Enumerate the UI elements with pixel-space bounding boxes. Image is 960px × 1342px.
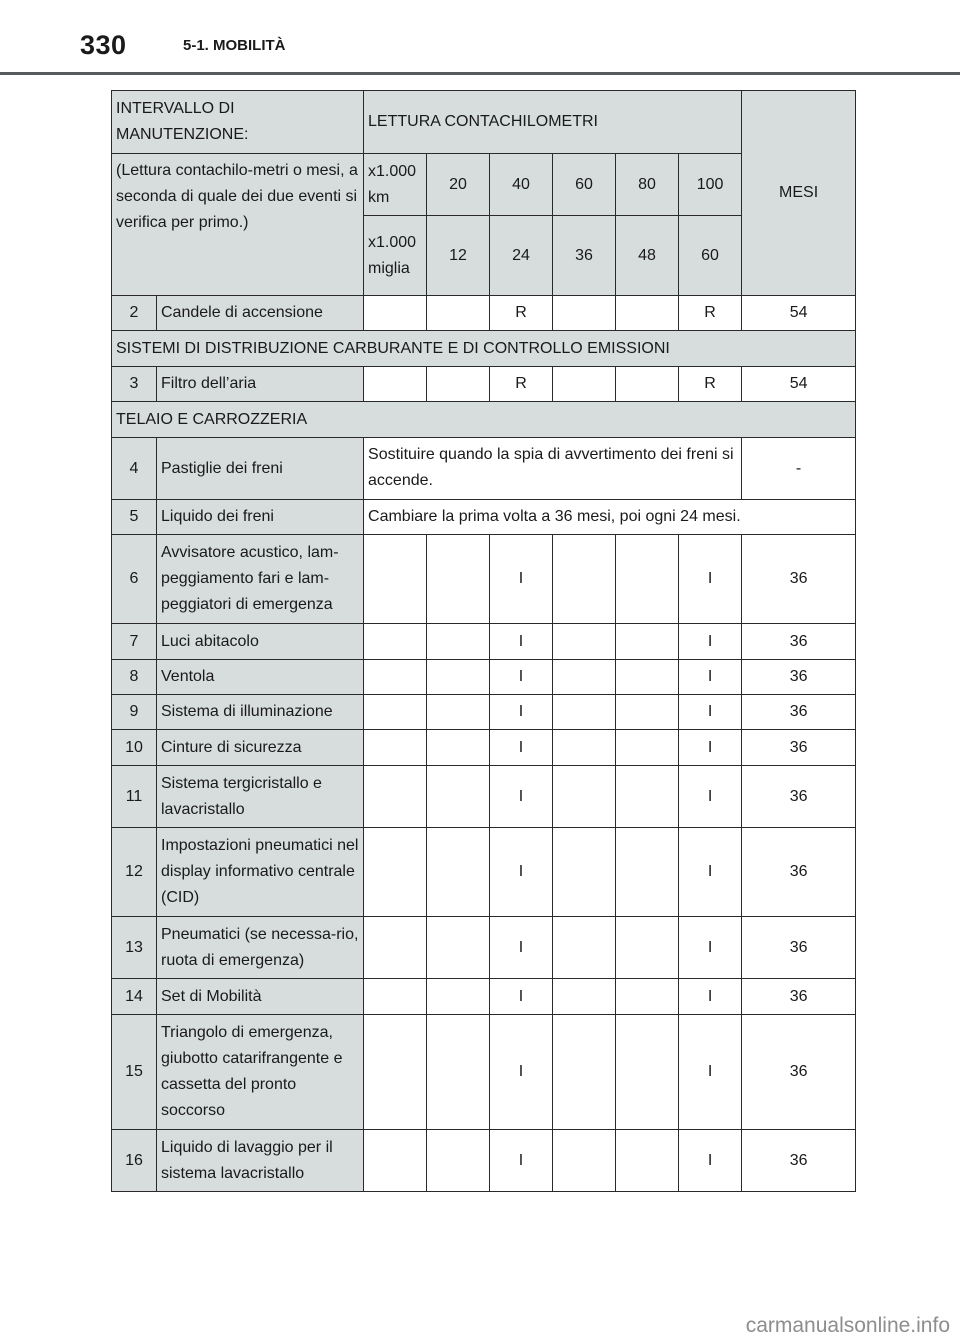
table-row <box>112 1130 856 1192</box>
row-item: Sistema di illuminazione <box>157 695 364 730</box>
cell-60: I <box>490 917 553 979</box>
cell-120: I <box>679 1130 742 1192</box>
section-row <box>112 331 856 367</box>
header-rule <box>0 72 960 75</box>
table-row <box>112 660 856 695</box>
row-note: Sostituire quando la spia di avvertimento dei freni si accende. <box>364 438 742 500</box>
cell-months: 36 <box>742 660 856 695</box>
mi-48: 48 <box>616 216 679 296</box>
cell-60: I <box>490 730 553 766</box>
row-item: Liquido dei freni <box>157 500 364 535</box>
odometer-header: LETTURA CONTACHILOMETRI <box>364 91 742 154</box>
page-header <box>0 0 960 76</box>
section-title: 5-1. MOBILITÀ <box>183 37 286 54</box>
row-number: 12 <box>112 828 157 917</box>
cell-120: R <box>679 296 742 331</box>
table-row <box>112 917 856 979</box>
cell-60: I <box>490 660 553 695</box>
cell-120: I <box>679 730 742 766</box>
km-20: 20 <box>427 154 490 216</box>
cell-months: 36 <box>742 979 856 1015</box>
table-row <box>112 1015 856 1130</box>
watermark: carmanualsonline.info <box>745 1314 950 1337</box>
row-number: 4 <box>112 438 157 500</box>
months-header: MESI <box>742 91 856 296</box>
cell-months: 36 <box>742 917 856 979</box>
row-number: 15 <box>112 1015 157 1130</box>
row-number: 6 <box>112 535 157 624</box>
miles-label: x1.000 miglia <box>364 216 427 296</box>
cell-60: I <box>490 979 553 1015</box>
mi-36: 36 <box>553 216 616 296</box>
table-row <box>112 438 856 500</box>
table-row <box>112 500 856 535</box>
mi-24: 24 <box>490 216 553 296</box>
row-item: Luci abitacolo <box>157 624 364 660</box>
cell-60: I <box>490 828 553 917</box>
table-row <box>112 695 856 730</box>
cell-60: I <box>490 766 553 828</box>
table-row <box>112 367 856 402</box>
cell-months: 36 <box>742 695 856 730</box>
cell-months: 36 <box>742 766 856 828</box>
cell-months: 36 <box>742 730 856 766</box>
cell-60: I <box>490 1130 553 1192</box>
cell-120: I <box>679 766 742 828</box>
row-number: 7 <box>112 624 157 660</box>
section-fuel: SISTEMI DI DISTRIBUZIONE CARBURANTE E DI CONTROLLO EMISSIONI <box>112 331 856 367</box>
row-number: 16 <box>112 1130 157 1192</box>
row-number: 11 <box>112 766 157 828</box>
row-item: Pneumatici (se necessa-rio, ruota di emergenza) <box>157 917 364 979</box>
row-item: Set di Mobilità <box>157 979 364 1015</box>
cell-120: I <box>679 660 742 695</box>
km-40: 40 <box>490 154 553 216</box>
row-note: Cambiare la prima volta a 36 mesi, poi ogni 24 mesi. <box>364 500 856 535</box>
row-number: 2 <box>112 296 157 331</box>
row-number: 8 <box>112 660 157 695</box>
section-row <box>112 402 856 438</box>
cell-months: - <box>742 438 856 500</box>
row-item: Liquido di lavaggio per il sistema lavacristallo <box>157 1130 364 1192</box>
mi-60: 60 <box>679 216 742 296</box>
interval-header: INTERVALLO DI MANUTENZIONE: <box>112 91 364 154</box>
cell-120: I <box>679 979 742 1015</box>
table-row <box>112 296 856 331</box>
row-number: 3 <box>112 367 157 402</box>
cell-60: R <box>490 367 553 402</box>
mi-12: 12 <box>427 216 490 296</box>
cell-120: I <box>679 1015 742 1130</box>
cell-60: R <box>490 296 553 331</box>
row-number: 14 <box>112 979 157 1015</box>
cell-120: I <box>679 535 742 624</box>
row-item: Candele di accensione <box>157 296 364 331</box>
table-row <box>112 624 856 660</box>
interval-note: (Lettura contachilo-metri o mesi, a seconda di quale dei due eventi si verifica per primo.) <box>112 154 364 296</box>
maintenance-table <box>111 90 856 1192</box>
km-60: 60 <box>553 154 616 216</box>
row-number: 10 <box>112 730 157 766</box>
table-row <box>112 730 856 766</box>
cell-120: I <box>679 624 742 660</box>
table-row <box>112 979 856 1015</box>
row-item: Avvisatore acustico, lam-peggiamento fari e lam-peggiatori di emergenza <box>157 535 364 624</box>
section-chassis: TELAIO E CARROZZERIA <box>112 402 856 438</box>
km-80: 80 <box>616 154 679 216</box>
cell-months: 36 <box>742 535 856 624</box>
cell-60: I <box>490 624 553 660</box>
row-item: Ventola <box>157 660 364 695</box>
cell-months: 36 <box>742 624 856 660</box>
row-item: Sistema tergicristallo e lavacristallo <box>157 766 364 828</box>
row-item: Filtro dell’aria <box>157 367 364 402</box>
row-item: Cinture di sicurezza <box>157 730 364 766</box>
row-number: 5 <box>112 500 157 535</box>
cell-months: 36 <box>742 1130 856 1192</box>
cell-60: I <box>490 695 553 730</box>
header-row <box>112 91 856 154</box>
cell-months: 36 <box>742 828 856 917</box>
cell-120: I <box>679 828 742 917</box>
cell-months: 36 <box>742 1015 856 1130</box>
cell-60: I <box>490 1015 553 1130</box>
cell-120: I <box>679 695 742 730</box>
row-item: Triangolo di emergenza, giubotto catarifrangente e cassetta del pronto soccorso <box>157 1015 364 1130</box>
row-item: Pastiglie dei freni <box>157 438 364 500</box>
row-number: 9 <box>112 695 157 730</box>
cell-60: I <box>490 535 553 624</box>
cell-months: 54 <box>742 367 856 402</box>
cell-months: 54 <box>742 296 856 331</box>
table-row <box>112 535 856 624</box>
cell-120: R <box>679 367 742 402</box>
row-item: Impostazioni pneumatici nel display informativo centrale (CID) <box>157 828 364 917</box>
km-label: x1.000 km <box>364 154 427 216</box>
table-row <box>112 766 856 828</box>
table-row <box>112 828 856 917</box>
km-100: 100 <box>679 154 742 216</box>
page-number: 330 <box>80 30 127 60</box>
row-number: 13 <box>112 917 157 979</box>
cell-120: I <box>679 917 742 979</box>
